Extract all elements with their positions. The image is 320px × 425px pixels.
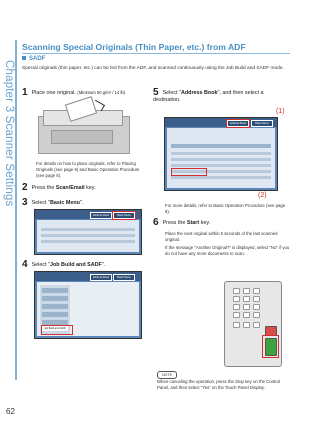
step-detail: (Minimum 50 g/m² / 14 lb): [77, 90, 126, 95]
tab-address-book[interactable]: Address Book: [227, 120, 249, 127]
callout-1: (1): [276, 108, 285, 115]
step-6: [153, 219, 210, 227]
page-title: Scanning Special Originals (Thin Paper, etc.) from ADF: [22, 42, 246, 52]
basic-menu-screen: [34, 209, 142, 255]
step-number: 2: [22, 182, 28, 193]
note-text: When canceling the operation, press the Stop key on the Control Panel, and then select "Yes" on the Touch Panel Display.: [157, 379, 281, 390]
step-number: 6: [153, 217, 159, 228]
step-text-after: ", and then select a destination.: [153, 90, 264, 103]
step-number: 1: [22, 87, 28, 98]
tab-basic-menu[interactable]: Basic Menu: [113, 274, 135, 281]
step-text: Place one original.: [31, 90, 76, 96]
section-label: SADF: [29, 56, 46, 62]
step-3: [22, 199, 83, 207]
step-text: Select ": [31, 262, 50, 268]
scanner-illustration: [33, 98, 133, 156]
step-text-after: key.: [84, 185, 96, 191]
step-text: Press the: [31, 185, 56, 191]
page-number: 62: [6, 407, 15, 416]
step-key: Scan/Email: [55, 185, 85, 191]
callout-number: 1: [278, 108, 283, 115]
title-rule: [22, 53, 290, 54]
step-1: [22, 89, 125, 97]
step-text: Select ": [162, 90, 181, 96]
control-panel-illustration: [224, 281, 282, 367]
job-build-highlight: [41, 325, 73, 335]
section-heading: [22, 56, 45, 62]
tab-basic-menu[interactable]: Basic Menu: [113, 212, 135, 219]
destination-highlight: [171, 168, 207, 176]
tab-address-book[interactable]: Address Book: [90, 274, 112, 281]
step-2: [22, 184, 96, 192]
callout-number: 2: [260, 192, 265, 199]
step-5: [153, 89, 288, 104]
sidebar-divider: [15, 40, 17, 380]
step-1-note: For details on how to place originals, refer to Placing Originals (see page 6) and Basic Operation Procedure (see page 8).: [36, 161, 140, 178]
step-text: Select ": [31, 200, 50, 206]
chapter-sidebar: [0, 0, 17, 425]
job-build-screen: [34, 271, 142, 339]
address-book-highlight: [226, 119, 250, 128]
tab-basic-menu[interactable]: Basic Menu: [251, 120, 273, 127]
tab-address-book[interactable]: Address Book: [90, 212, 112, 219]
step-4: [22, 261, 105, 269]
job-build-button[interactable]: Job Build and SADF: [42, 326, 68, 331]
address-book-screen: [164, 117, 278, 191]
step-number: 5: [153, 87, 159, 98]
step-5-note: For more details, refer to Basic Operation Procedure (see page 8).: [165, 203, 286, 214]
step-text-after: ".: [79, 200, 84, 206]
step-number: 3: [22, 197, 28, 208]
step-6-note-a: Place the next original within 5 seconds of the last scanned original.: [165, 231, 278, 242]
step-key: Start: [186, 220, 200, 226]
basic-menu-highlight: [112, 211, 136, 220]
intro-text: Special originals (thin paper, etc.) can be fed from the ADF, and scanned continuously using the Job Build and SADF mode.: [22, 66, 284, 71]
step-text: Press the: [162, 220, 187, 226]
callout-2: (2): [258, 192, 267, 199]
step-6-note-b: If the message "Another Original?" is displayed, select "No" if you do not have any more documents to scan.: [165, 245, 290, 256]
chapter-label: Chapter 3 Scanner Settings: [3, 60, 15, 207]
start-key-highlight: [262, 335, 279, 358]
step-number: 4: [22, 259, 28, 270]
note-label: NOTE: [157, 371, 177, 379]
step-text-after: ".: [101, 262, 106, 268]
step-key: Address Book: [180, 90, 218, 96]
section-square-icon: [22, 56, 26, 60]
step-key: Job Build and SADF: [49, 262, 102, 268]
step-text-after: key.: [199, 220, 211, 226]
step-key: Basic Menu: [49, 200, 80, 206]
